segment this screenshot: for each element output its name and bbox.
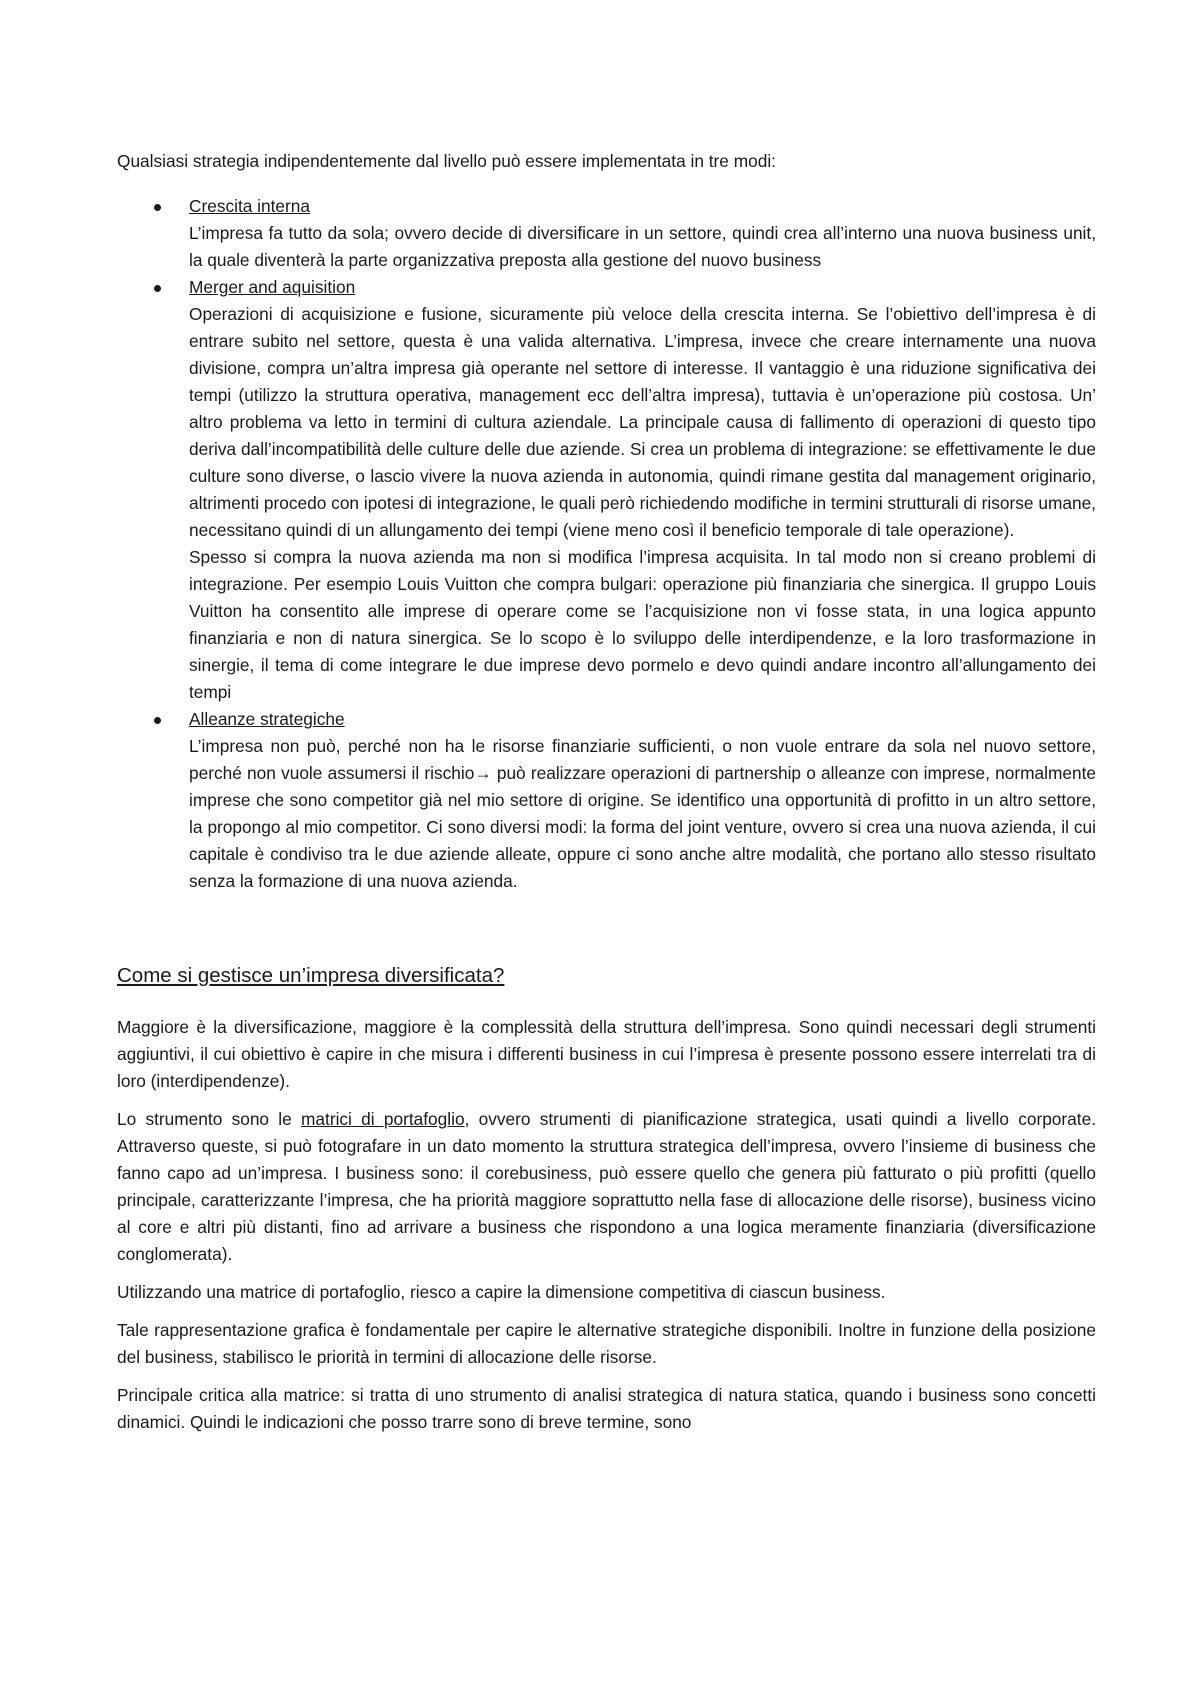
bullet-list [117, 193, 1096, 895]
list-item [117, 193, 1096, 274]
section-heading: Come si gestisce un’impresa diversificata? [117, 964, 505, 987]
bullet-icon [154, 717, 161, 724]
item-body: Operazioni di acquisizione e fusione, sicuramente più veloce della crescita interna. Se l’obiettivo dell’impresa è di entrare subito nel settore, questa è una valida alternativa. L’impresa, invece che creare internamente una nuova divisione, compra un’altra impresa già operante nel settore di interesse. Il vantaggio è una riduzione significativa dei tempi (utilizzo la struttura operativa, management ecc dell’altra impresa), tuttavia è un’operazione più costosa. Un’ altro problema va letto in termini di cultura aziendale. La principale causa di fallimento di operazioni di questo tipo deriva dall’incompatibilità delle culture delle due aziende. Si crea un problema di integrazione: se effettivamente le due culture sono diverse, o lascio vivere la nuova azienda in autonomia, quindi rimane gestita dal management originario, altrimenti procedo con ipotesi di integrazione, le quali però richiedendo modifiche in termini strutturali di risorse umane, necessitano quindi di un allungamento dei tempi (viene meno così il beneficio temporale di tale operazione). [189, 304, 1096, 540]
item-title-alleanze: Alleanze strategiche [189, 709, 345, 729]
item-body: L’impresa fa tutto da sola; ovvero decide di diversificare in un settore, quindi crea all’interno una nuova business unit, la quale diventerà la parte organizzativa preposta alla gestione del nuovo business [189, 223, 1096, 270]
item-title-crescita-interna: Crescita interna [189, 196, 311, 216]
underlined-term: matrici di portafoglio [301, 1109, 465, 1129]
bullet-icon [154, 285, 161, 292]
bullet-icon [154, 204, 161, 211]
list-item [117, 706, 1096, 895]
item-title-merger: Merger and aquisition [189, 277, 356, 297]
intro-text: Qualsiasi strategia indipendentemente dal livello può essere implementata in tre modi: [117, 151, 776, 171]
paragraph-text: , ovvero strumenti di pianificazione strategica, usati quindi a livello corporate. Attraverso queste, si può fotografare in un dato momento la struttura strategica dell’impresa, ovvero l’insieme di business che fanno capo ad un’impresa. I business sono: il corebusiness, può essere quello che genera più fatturato o più profitti (quello principale, caratterizzante l’impresa, che ha priorità maggiore soprattutto nella fase di allocazione delle risorse), business vicino al core e altri più distanti, fino ad arrivare a business che rispondono a una logica meramente finanziaria (diversificazione conglomerata). [117, 1109, 1096, 1264]
paragraph: Utilizzando una matrice di portafoglio, riesco a capire la dimensione competitiva di ciascun business. [117, 1282, 886, 1302]
item-body: L’impresa non può, perché non ha le risorse finanziarie sufficienti, o non vuole entrare da sola nel nuovo settore, perché non vuole assumersi il rischio→ può realizzare operazioni di partnership o alleanze con imprese, normalmente imprese che sono competitor già nel mio settore di origine. Se identifico una opportunità di profitto in un altro settore, la propongo al mio competitor. Ci sono diversi modi: la forma del joint venture, ovvero si crea una nuova azienda, il cui capitale è condiviso tra le due aziende alleate, oppure ci sono anche altre modalità, che portano allo stesso risultato senza la formazione di una nuova azienda. [189, 736, 1096, 891]
paragraph: Maggiore è la diversificazione, maggiore è la complessità della struttura dell’impresa. Sono quindi necessari degli strumenti aggiuntivi, il cui obiettivo è capire in che misura i differenti business in cui l’impresa è presente possono essere interrelati tra di loro (interdipendenze). [117, 1017, 1096, 1091]
list-item [117, 274, 1096, 706]
paragraph: Principale critica alla matrice: si tratta di uno strumento di analisi strategica di natura statica, quando i business sono concetti dinamici. Quindi le indicazioni che posso trarre sono di breve termine, sono [117, 1385, 1096, 1432]
paragraph [117, 1106, 1096, 1268]
paragraph: Tale rappresentazione grafica è fondamentale per capire le alternative strategiche disponibili. Inoltre in funzione della posizione del business, stabilisco le priorità in termini di allocazione delle risorse. [117, 1320, 1096, 1367]
item-body-continued: Spesso si compra la nuova azienda ma non si modifica l’impresa acquisita. In tal modo non si creano problemi di integrazione. Per esempio Louis Vuitton che compra bulgari: operazione più finanziaria che sinergica. Il gruppo Louis Vuitton ha consentito alle imprese di operare come se l’acquisizione non vi fosse stata, in una logica appunto finanziaria e non di natura sinergica. Se lo scopo è lo sviluppo delle interdipendenze, e la loro trasformazione in sinergie, il tema di come integrare le due imprese devo pormelo e devo quindi andare incontro all’allungamento dei tempi [189, 547, 1096, 702]
paragraph-text: Lo strumento sono le [117, 1109, 302, 1129]
